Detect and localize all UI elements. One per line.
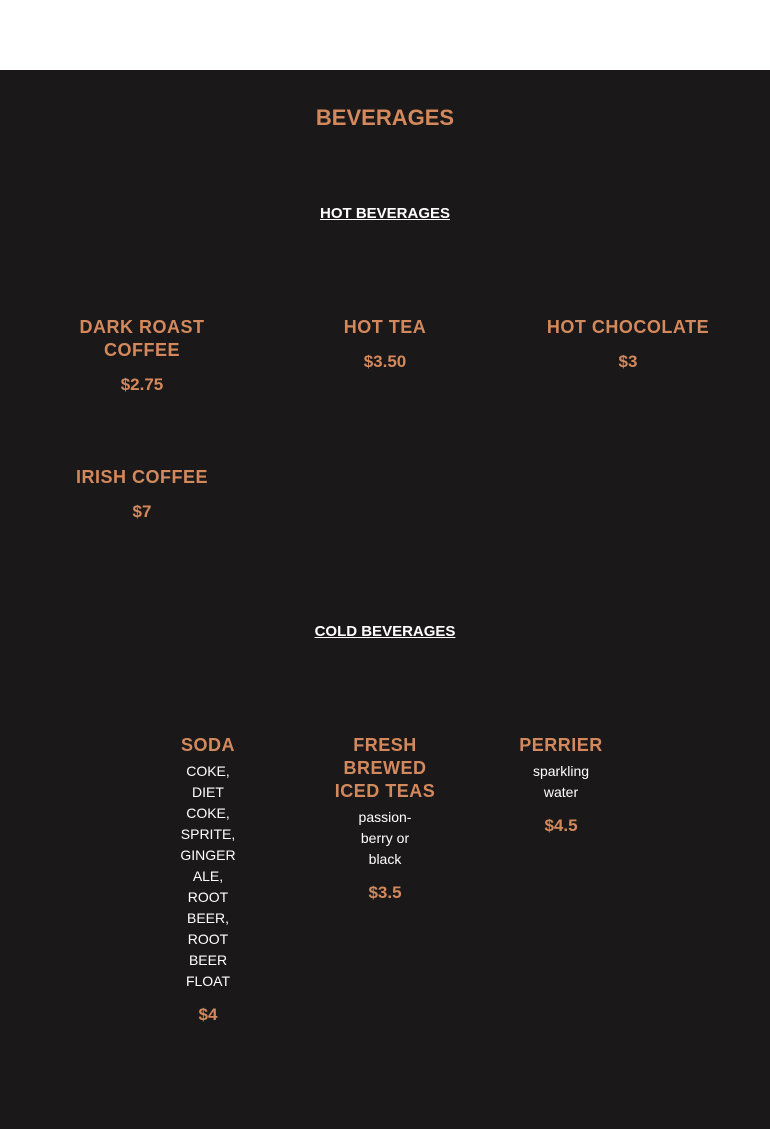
item-description: sparkling water <box>532 763 590 800</box>
menu-item-hot-tea <box>285 316 485 373</box>
item-description: passion-berry or black <box>358 809 412 867</box>
item-name: DARK ROAST COFFEE <box>79 317 205 360</box>
beverages-menu-section <box>0 70 770 1129</box>
item-name: HOT CHOCOLATE <box>546 317 710 337</box>
item-price: $4 <box>198 1005 218 1024</box>
menu-item-perrier <box>501 734 621 837</box>
hot-beverages-heading: HOT BEVERAGES <box>319 205 451 222</box>
item-name: SODA <box>180 735 235 755</box>
item-price: $7 <box>132 502 152 521</box>
item-name: PERRIER <box>519 735 603 755</box>
menu-item-soda <box>173 734 243 1026</box>
item-name: HOT TEA <box>343 317 427 337</box>
item-price: $3 <box>618 352 638 371</box>
item-price: $2.75 <box>120 375 164 394</box>
page-title: BEVERAGES <box>315 105 455 130</box>
item-price: $3.50 <box>363 352 407 371</box>
item-name: FRESH BREWED ICED TEAS <box>334 735 436 801</box>
header-bar <box>0 0 770 70</box>
cold-beverages-heading: COLD BEVERAGES <box>314 623 456 640</box>
menu-item-irish-coffee <box>42 466 242 523</box>
item-name: IRISH COFFEE <box>75 467 208 487</box>
item-price: $3.5 <box>368 883 402 902</box>
item-description: COKE, DIET COKE, SPRITE, GINGER ALE, ROOT BEER, ROOT BEER FLOAT <box>180 763 236 989</box>
menu-item-hot-chocolate <box>528 316 728 373</box>
menu-item-fresh-brewed-iced-teas <box>325 734 445 904</box>
menu-item-dark-roast-coffee <box>42 316 242 396</box>
item-price: $4.5 <box>544 816 578 835</box>
